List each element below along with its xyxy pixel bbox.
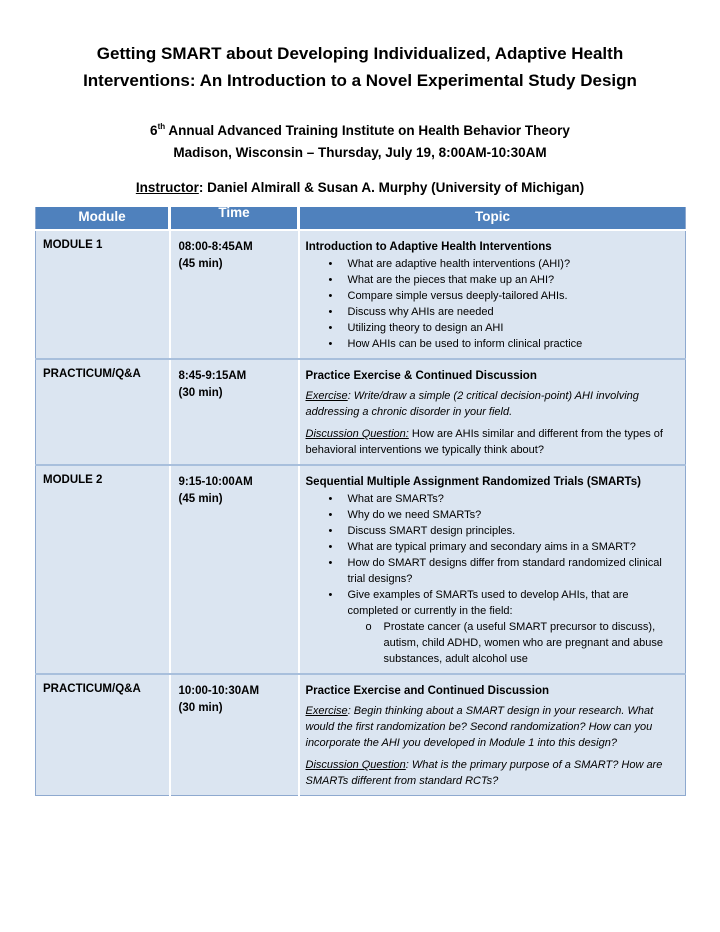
topic-cell — [299, 465, 686, 674]
module-cell: PRACTICUM/Q&A — [36, 674, 170, 796]
question-body: : What is the primary purpose of a SMART? How are SMARTs different from standard RCTs? — [305, 759, 663, 787]
list-item: • Why do we need SMARTs? — [348, 507, 680, 523]
title-line-1: Getting SMART about Developing Individualized, Adaptive Health — [96, 44, 624, 63]
time-range: 10:00-10:30AM — [178, 685, 260, 697]
list-item: • What are the pieces that make up an AHI? — [348, 272, 680, 288]
instructor-names: : Daniel Almirall & Susan A. Murphy (University of Michigan) — [198, 180, 585, 195]
list-item-text: Give examples of SMARTs used to develop AHIs, that are completed or currently in the field: — [347, 589, 629, 617]
topic-bullets — [306, 491, 680, 667]
time-range: 8:45-9:15AM — [178, 370, 247, 382]
title-line-2: Interventions: An Introduction to a Novel Experimental Study Design — [83, 71, 637, 90]
sub-bullets — [348, 619, 680, 667]
topic-title: Sequential Multiple Assignment Randomized Trials (SMARTs) — [305, 476, 641, 488]
duration: (45 min) — [178, 493, 223, 505]
module-cell: PRACTICUM/Q&A — [36, 359, 170, 465]
list-item: • Discuss why AHIs are needed — [348, 304, 680, 320]
instructor-label: Instructor — [135, 180, 199, 195]
duration: (30 min) — [178, 387, 223, 399]
time-cell — [170, 674, 299, 796]
table-header-row — [36, 207, 686, 230]
schedule-table — [35, 207, 686, 796]
table-row — [36, 230, 686, 359]
list-item: • What are adaptive health interventions (AHI)? — [348, 256, 680, 272]
question-label: Discussion Question: — [305, 428, 409, 440]
list-item: • Discuss SMART design principles. — [348, 523, 680, 539]
table-row — [36, 359, 686, 465]
event-name: Annual Advanced Training Institute on Health Behavior Theory — [165, 123, 570, 138]
module-cell: MODULE 1 — [36, 230, 170, 359]
list-item — [348, 587, 680, 667]
column-header-topic: Topic — [299, 207, 686, 230]
exercise-text — [306, 703, 680, 751]
time-cell — [170, 359, 299, 465]
topic-cell — [299, 230, 686, 359]
discussion-question — [306, 426, 680, 458]
list-item: • How do SMART designs differ from standard randomized clinical trial designs? — [348, 555, 680, 587]
exercise-body: : Begin thinking about a SMART design in your research. What would the first randomization be? Second randomization? How can you incorporate the AHI you developed in Module 1 into this design? — [305, 705, 654, 749]
exercise-label: Exercise — [305, 390, 348, 402]
duration: (45 min) — [178, 258, 223, 270]
document-title — [0, 40, 720, 94]
list-item: • What are typical primary and secondary aims in a SMART? — [348, 539, 680, 555]
time-cell — [170, 465, 299, 674]
topic-cell — [299, 674, 686, 796]
exercise-body: : Write/draw a simple (2 critical decision-point) AHI involving addressing a chronic disorder in your field. — [305, 390, 639, 418]
edition-number: 6 — [150, 123, 158, 138]
sub-list-item: o Prostate cancer (a useful SMART precursor to discuss), autism, child ADHD, women who are pregnant and abuse substances, adult alcohol use — [384, 619, 680, 667]
topic-title: Practice Exercise & Continued Discussion — [305, 370, 537, 382]
event-line-2: Madison, Wisconsin – Thursday, July 19, 8:00AM-10:30AM — [173, 145, 547, 160]
topic-title: Introduction to Adaptive Health Interventions — [305, 241, 552, 253]
question-label: Discussion Question — [305, 759, 406, 771]
table-row — [36, 674, 686, 796]
time-cell — [170, 230, 299, 359]
exercise-label: Exercise — [305, 705, 348, 717]
event-line-1 — [0, 116, 720, 142]
list-item: • Compare simple versus deeply-tailored AHIs. — [348, 288, 680, 304]
module-cell: MODULE 2 — [36, 465, 170, 674]
time-range: 9:15-10:00AM — [178, 476, 253, 488]
topic-title: Practice Exercise and Continued Discussion — [305, 685, 549, 697]
exercise-text — [306, 388, 680, 420]
discussion-question — [306, 757, 680, 789]
question-body: How are AHIs similar and different from the types of behavioral interventions we typically think about? — [305, 428, 663, 456]
edition-suffix: th — [157, 122, 166, 131]
event-info — [0, 116, 720, 164]
table-row — [36, 465, 686, 674]
list-item: • Utilizing theory to design an AHI — [348, 320, 680, 336]
duration: (30 min) — [178, 702, 223, 714]
column-header-time: Time — [170, 207, 299, 230]
instructor-line — [0, 178, 720, 198]
list-item: • What are SMARTs? — [348, 491, 680, 507]
time-range: 08:00-8:45AM — [178, 241, 253, 253]
column-header-module: Module — [36, 207, 170, 230]
topic-cell — [299, 359, 686, 465]
topic-bullets — [306, 256, 680, 352]
list-item: • How AHIs can be used to inform clinical practice — [348, 336, 680, 352]
